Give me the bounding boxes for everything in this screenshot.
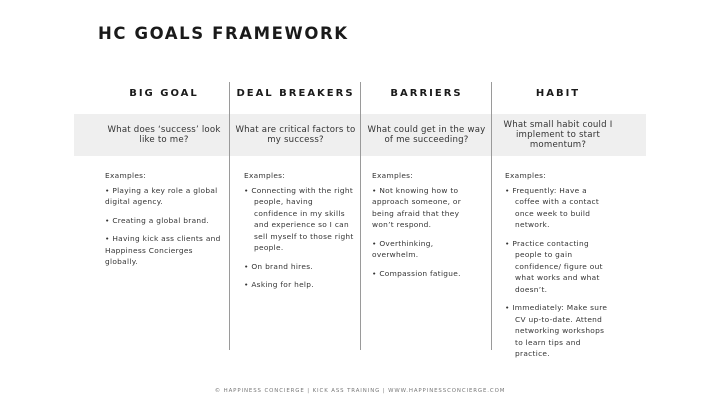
example-item: • On brand hires. <box>244 261 354 273</box>
column-divider <box>229 82 230 350</box>
column-habit <box>493 88 623 358</box>
column-question: What does ‘success’ look like to me? <box>107 125 221 145</box>
column-question: What could get in the way of me succeeding? <box>367 125 486 145</box>
example-item: • Overthinking, overwhelm. <box>372 238 477 261</box>
column-barriers <box>362 88 491 278</box>
examples-label: Examples: <box>105 171 147 180</box>
example-item: • Immediately: Make sure CV up-to-date. Attend networking workshops to learn tips and practice. <box>505 302 609 360</box>
examples-label: Examples: <box>244 171 286 180</box>
column-heading: DEAL BREAKERS <box>236 88 355 99</box>
examples-label: Examples: <box>505 171 547 180</box>
column-question: What are critical factors to my success? <box>235 125 356 145</box>
column-heading: HABIT <box>535 88 581 99</box>
column-examples <box>372 170 477 286</box>
example-item: • Having kick ass clients and Happiness Concierges globally. <box>105 233 228 268</box>
column-big-goal <box>100 88 228 266</box>
example-item: • Asking for help. <box>244 279 354 291</box>
example-item: • Frequently: Have a coffee with a contact once week to build network. <box>505 185 609 231</box>
column-examples <box>244 170 354 298</box>
example-item: • Compassion fatigue. <box>372 268 477 280</box>
column-deal-breakers <box>231 88 360 289</box>
example-item: • Practice contacting people to gain confidence/ figure out what works and what doesn’t. <box>505 238 609 296</box>
example-item: • Connecting with the right people, having confidence in my skills and experience so I can sell myself to those right people. <box>244 185 354 254</box>
column-heading: BIG GOAL <box>129 88 199 99</box>
column-question: What small habit could I implement to start momentum? <box>503 120 613 150</box>
column-divider <box>360 82 361 350</box>
footer-text: © HAPPINESS CONCIERGE | KICK ASS TRAINING | WWW.HAPPINESSCONCIERGE.COM <box>214 388 506 394</box>
example-item: • Creating a global brand. <box>105 215 228 227</box>
examples-label: Examples: <box>372 171 414 180</box>
page-title: HC GOALS FRAMEWORK <box>98 24 349 43</box>
column-divider <box>491 82 492 350</box>
column-examples <box>505 170 609 367</box>
column-examples <box>105 170 228 275</box>
example-item: • Playing a key role a global digital agency. <box>105 185 228 208</box>
column-heading: BARRIERS <box>390 88 463 99</box>
example-item: • Not knowing how to approach someone, or being afraid that they won’t respond. <box>372 185 477 231</box>
